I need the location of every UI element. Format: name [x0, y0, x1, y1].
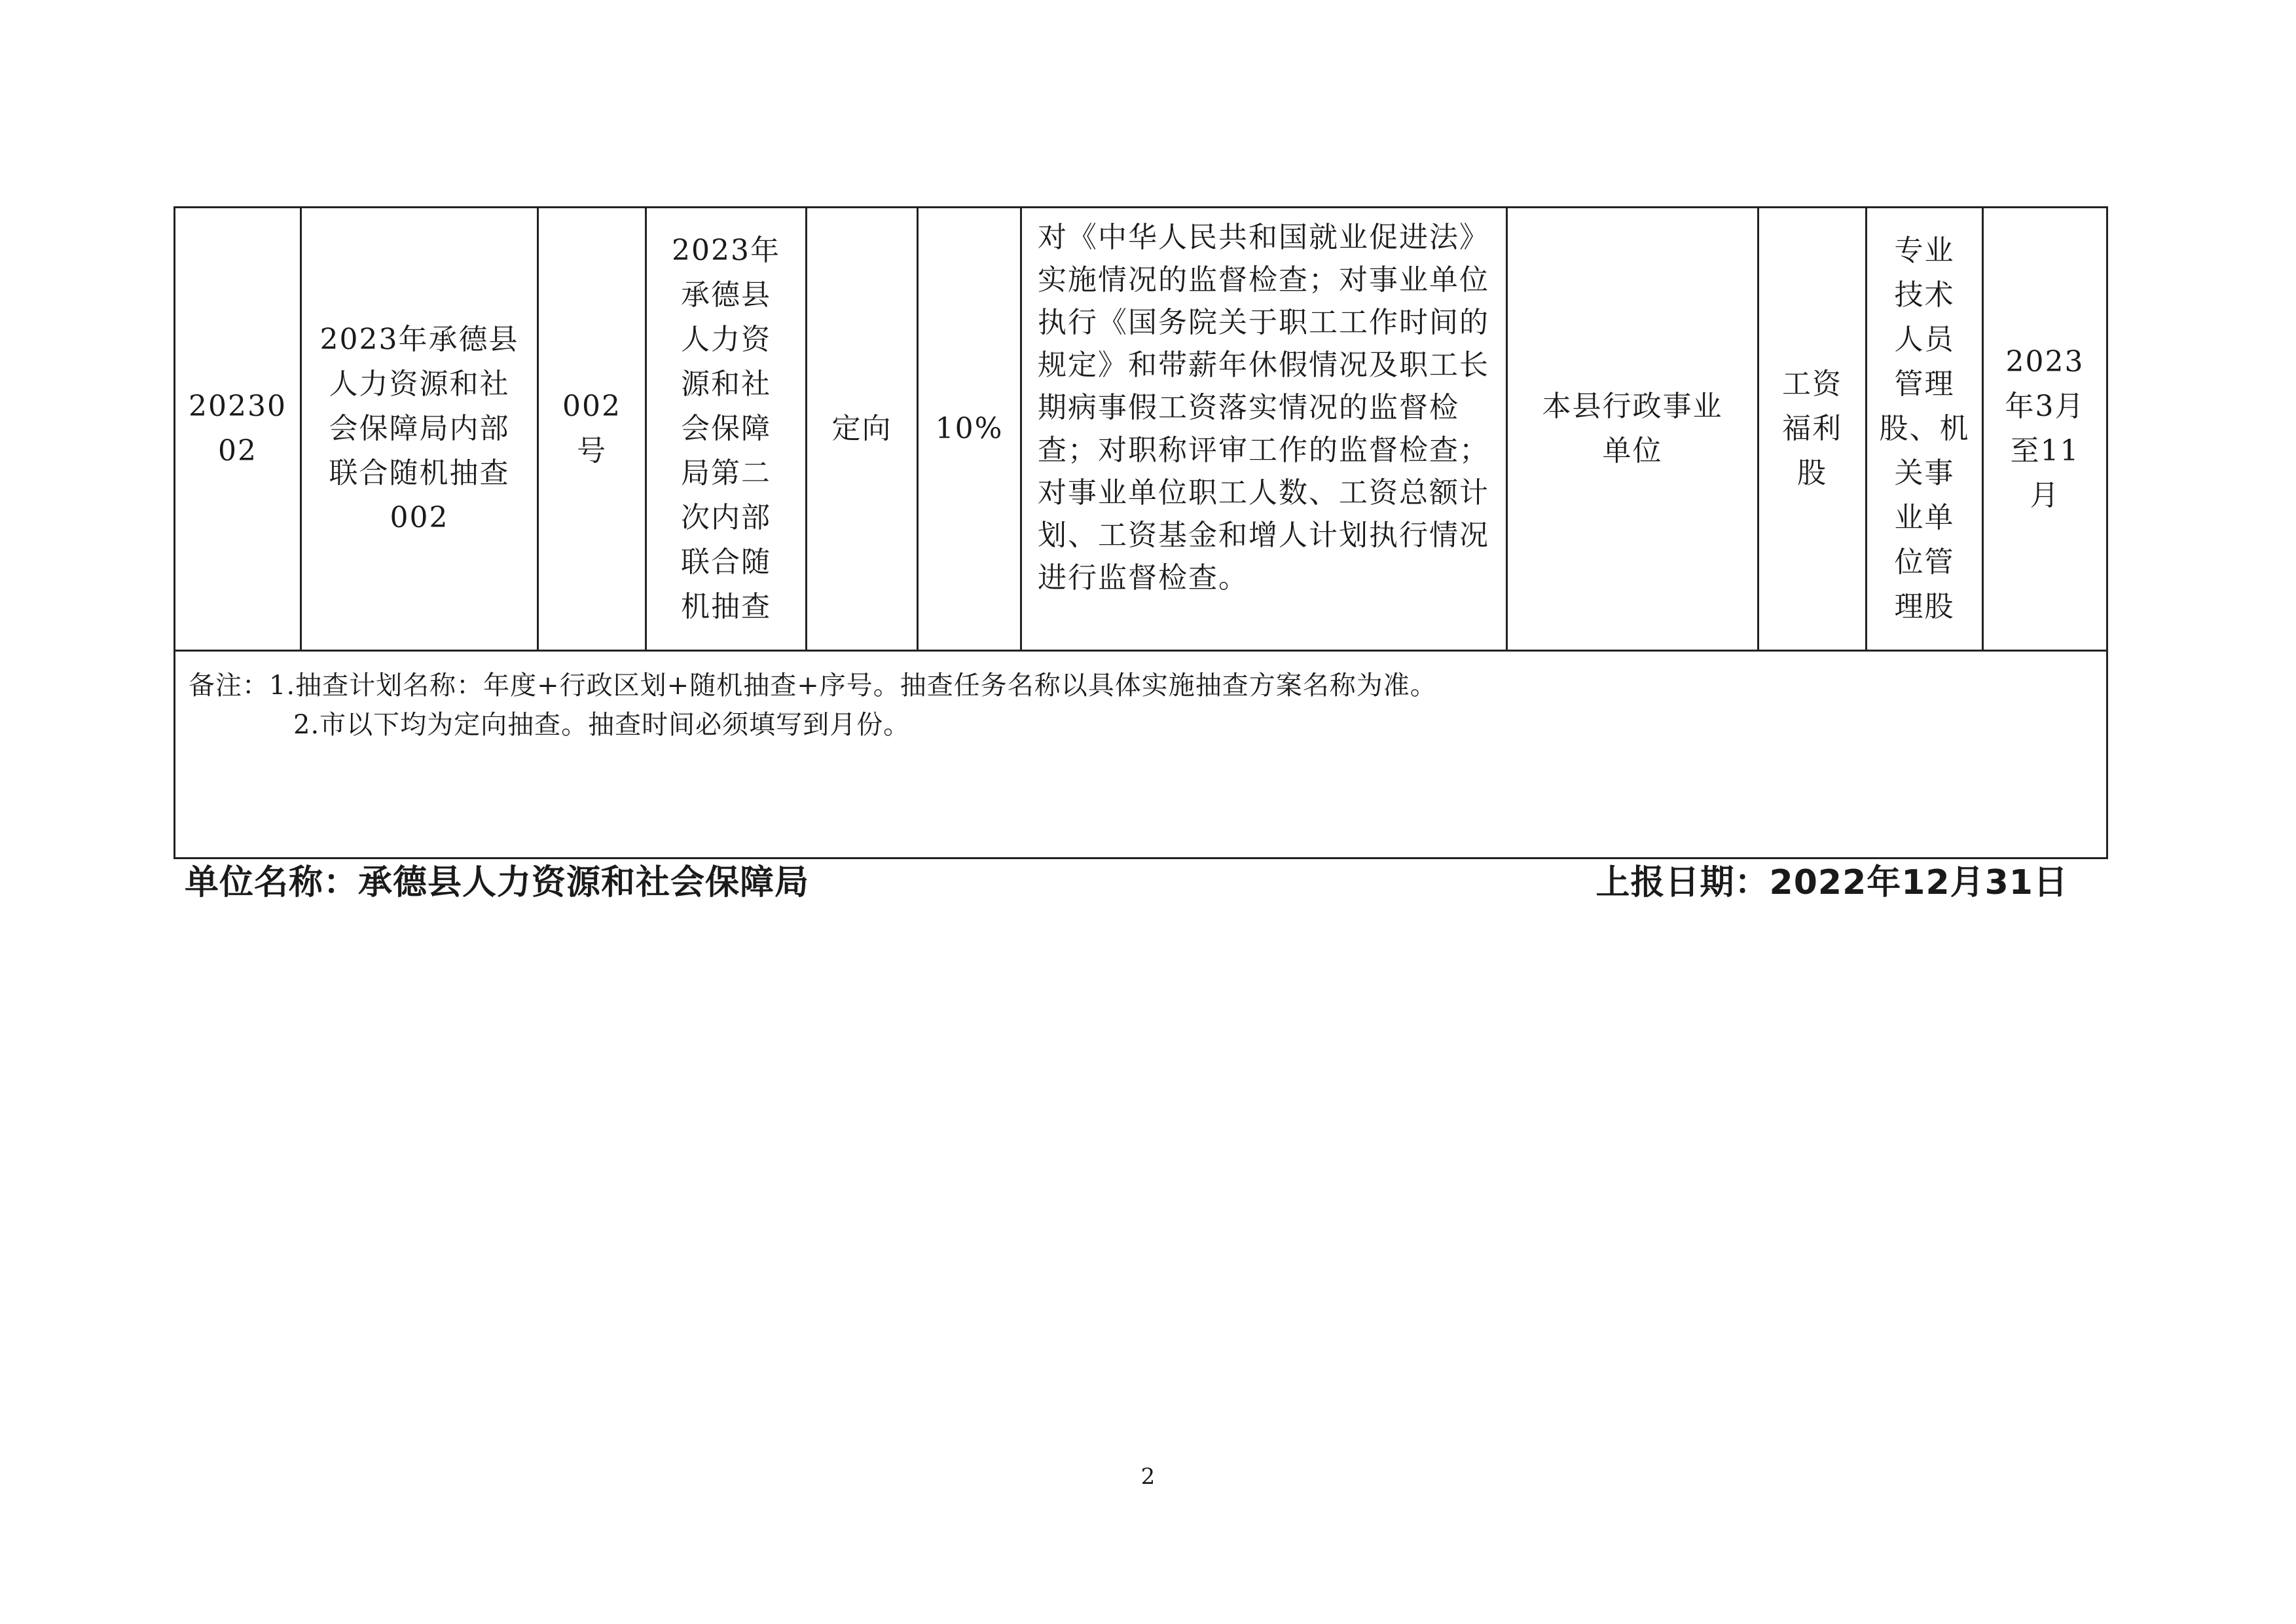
task-name-cell	[646, 208, 807, 651]
inspection-content: 对《中华人民共和国就业促进法》实施情况的监督检查；对事业单位执行《国务院关于职工工作时间的规定》和带薪年休假情况及职工长期病事假工资落实情况的监督检查；对职称评审工作的监督检查；对事业单位职工人数、工资总额计划、工资基金和增人计划执行情况进行监督检查。	[1038, 221, 1489, 595]
inspection-type: 定向	[831, 412, 892, 445]
target-cell	[1507, 208, 1758, 651]
plan-name: 2023年承德县 人力资源和社 会保障局内部 联合随机抽查 002	[319, 323, 519, 534]
responsible-dept: 工资 福利 股	[1782, 367, 1842, 490]
note-line-1: 备注：1.抽查计划名称：年度+行政区划+随机抽查+序号。抽查任务名称以具体实施抽查方案名称为准。	[189, 671, 1437, 701]
type-cell	[807, 208, 918, 651]
content-cell	[1021, 208, 1507, 651]
task-no-cell	[538, 208, 646, 651]
cooperating-dept-cell	[1867, 208, 1983, 651]
note-line-2: 2.市以下均为定向抽查。抽查时间必须填写到月份。	[293, 710, 911, 740]
inspection-target: 本县行政事业 单位	[1542, 390, 1723, 468]
table-row	[175, 208, 2107, 651]
notes-cell	[175, 651, 2107, 858]
plan-id-cell	[175, 208, 301, 651]
report-date: 上报日期：2022年12月31日	[1595, 863, 2068, 902]
inspection-plan-table	[173, 206, 2108, 859]
task-number: 002 号	[562, 390, 621, 468]
page-number: 2	[1140, 1464, 1156, 1490]
inspection-ratio: 10%	[935, 412, 1004, 445]
plan-id: 20230 02	[189, 390, 287, 468]
cooperating-dept: 专业 技术 人员 管理 股、机 关事 业单 位管 理股	[1879, 234, 1970, 623]
period-cell	[1983, 208, 2107, 651]
notes-row	[175, 651, 2107, 858]
task-name: 2023年 承德县 人力资 源和社 会保障 局第二 次内部 联合随 机抽查	[672, 234, 780, 623]
inspection-period: 2023 年3月 至11 月	[2005, 345, 2085, 512]
plan-name-cell	[301, 208, 538, 651]
dept-cell	[1758, 208, 1867, 651]
unit-name: 单位名称：承德县人力资源和社会保障局	[185, 863, 810, 902]
ratio-cell	[918, 208, 1021, 651]
